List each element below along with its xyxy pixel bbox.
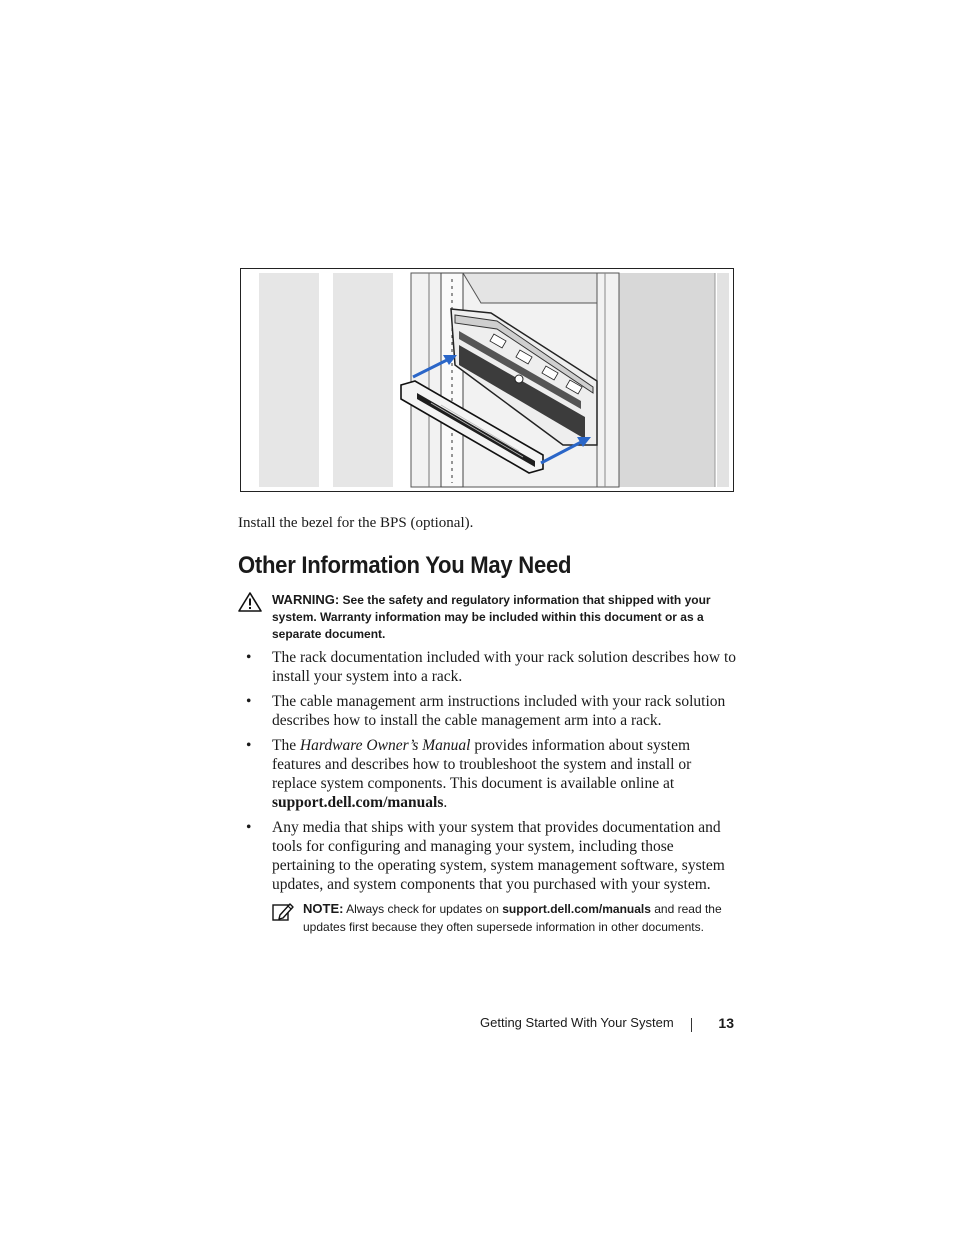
note-text-pre: Always check for updates on (343, 902, 503, 916)
rack-bezel-drawing (241, 269, 733, 491)
note-text-post: and read the updates first because they often supersede information in other documents. (303, 902, 722, 934)
list-item (238, 736, 738, 812)
list-item-text-post: . (443, 794, 448, 811)
page-number: 13 (718, 1015, 734, 1031)
list-item (238, 648, 738, 686)
pencil-note-icon (272, 902, 294, 927)
bullet-icon: • (246, 737, 252, 754)
warning-text: See the safety and regulatory information that shipped with your system. Warranty information may be included within this document or as a separate document. (272, 593, 711, 641)
footer-title: Getting Started With Your System (480, 1015, 674, 1030)
list-item-text: The rack documentation included with your rack solution describes how to install your system into a rack. (272, 649, 737, 685)
list-item (238, 818, 738, 894)
bezel-installation-illustration (240, 268, 734, 492)
note-label: NOTE: (303, 901, 344, 916)
list-item-text: The cable management arm instructions included with your rack solution describes how to install the cable management arm into a rack. (272, 693, 726, 729)
list-item (238, 692, 738, 730)
figure-caption: Install the bezel for the BPS (optional). (238, 515, 474, 531)
bullet-icon: • (246, 649, 252, 666)
warning-triangle-icon (238, 592, 262, 617)
page-footer (480, 1015, 736, 1035)
bullet-icon: • (246, 819, 252, 836)
bullet-icon: • (246, 693, 252, 710)
footer-divider (691, 1018, 692, 1032)
section-heading: Other Information You May Need (238, 552, 572, 579)
manual-title: Hardware Owner’s Manual (299, 737, 471, 754)
list-item-text-mid: provides information about system features and describes how to troubleshoot the system and install or replace system components. This document is available online at (272, 737, 692, 792)
support-manuals-link[interactable]: support.dell.com/manuals (272, 794, 444, 811)
information-list (238, 648, 738, 900)
list-item-text: Any media that ships with your system that provides documentation and tools for configuring and managing your system, including those pertaining to the operating system, system management software, system updates, and system components that you purchased with your system. (272, 819, 725, 893)
note-support-link[interactable]: support.dell.com/manuals (502, 902, 651, 916)
warning-label: WARNING: (272, 592, 340, 607)
list-item-text-pre: The (272, 737, 300, 754)
